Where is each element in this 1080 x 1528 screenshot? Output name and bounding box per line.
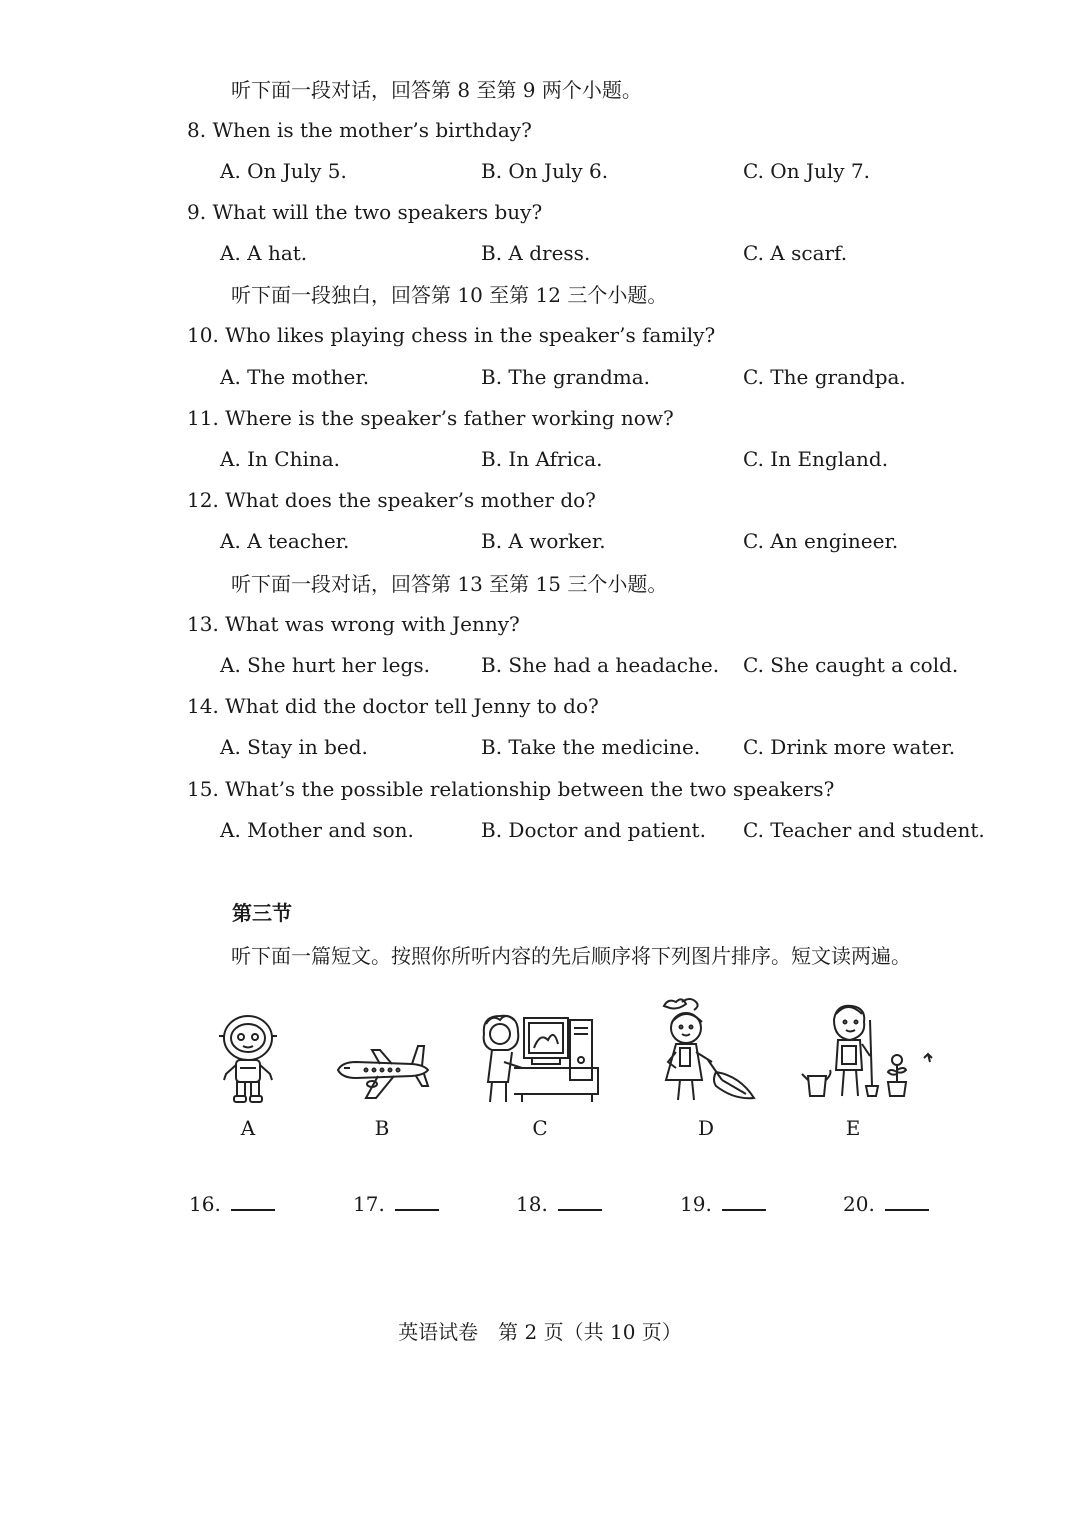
- option-12c: C. An engineer.: [743, 529, 899, 553]
- blank-line-19[interactable]: [722, 1191, 766, 1211]
- dialog-instruction-13-15: 听下面一段对话，回答第 13 至第 15 三个小题。: [231, 572, 668, 596]
- picture-label-c: C: [532, 1116, 548, 1140]
- blank-number-20: 20.: [843, 1192, 875, 1216]
- blank-number-16: 16.: [189, 1192, 221, 1216]
- section-3-title: 第三节: [232, 901, 292, 925]
- answer-blank-16[interactable]: [189, 1191, 275, 1216]
- blank-line-18[interactable]: [558, 1191, 602, 1211]
- answer-blank-20[interactable]: [843, 1191, 929, 1216]
- boy-computer-icon: [478, 1010, 602, 1106]
- option-10c: C. The grandpa.: [743, 365, 906, 389]
- question-11: 11. Where is the speaker’s father working now?: [187, 406, 674, 430]
- monologue-instruction-10-12: 听下面一段独白，回答第 10 至第 12 三个小题。: [231, 283, 668, 307]
- option-14a: A. Stay in bed.: [220, 735, 368, 759]
- answer-blank-17[interactable]: [353, 1191, 439, 1216]
- option-12b: B. A worker.: [481, 529, 606, 553]
- blank-line-20[interactable]: [885, 1191, 929, 1211]
- option-8c: C. On July 7.: [743, 159, 870, 183]
- option-14b: B. Take the medicine.: [481, 735, 701, 759]
- dialog-instruction-8-9: 听下面一段对话，回答第 8 至第 9 两个小题。: [231, 78, 642, 102]
- option-15a: A. Mother and son.: [220, 818, 414, 842]
- boy-gardening-icon: [800, 1000, 940, 1104]
- picture-label-b: B: [374, 1116, 390, 1140]
- option-13a: A. She hurt her legs.: [220, 653, 430, 677]
- blank-line-17[interactable]: [395, 1191, 439, 1211]
- blank-number-17: 17.: [353, 1192, 385, 1216]
- option-8a: A. On July 5.: [220, 159, 347, 183]
- blank-number-18: 18.: [516, 1192, 548, 1216]
- option-15b: B. Doctor and patient.: [481, 818, 706, 842]
- question-13: 13. What was wrong with Jenny?: [187, 612, 520, 636]
- question-14: 14. What did the doctor tell Jenny to do?: [187, 694, 599, 718]
- answer-blank-19[interactable]: [680, 1191, 766, 1216]
- option-10a: A. The mother.: [220, 365, 370, 389]
- airplane-icon: [332, 1040, 432, 1104]
- question-8: 8. When is the mother’s birthday?: [187, 118, 532, 142]
- picture-label-a: A: [240, 1116, 256, 1140]
- option-9a: A. A hat.: [220, 241, 308, 265]
- picture-label-e: E: [845, 1116, 861, 1140]
- picture-label-d: D: [697, 1116, 715, 1140]
- option-15c: C. Teacher and student.: [743, 818, 985, 842]
- option-11c: C. In England.: [743, 447, 889, 471]
- question-15: 15. What’s the possible relationship between the two speakers?: [187, 777, 835, 801]
- option-10b: B. The grandma.: [481, 365, 651, 389]
- option-11a: A. In China.: [220, 447, 341, 471]
- robot-icon: [210, 1010, 286, 1106]
- option-12a: A. A teacher.: [220, 529, 350, 553]
- option-9c: C. A scarf.: [743, 241, 848, 265]
- option-9b: B. A dress.: [481, 241, 591, 265]
- option-11b: B. In Africa.: [481, 447, 603, 471]
- option-8b: B. On July 6.: [481, 159, 609, 183]
- section-3-instruction: 听下面一篇短文。按照你所听内容的先后顺序将下列图片排序。短文读两遍。: [231, 944, 911, 968]
- question-10: 10. Who likes playing chess in the speaker’s family?: [187, 323, 716, 347]
- girl-sweeping-icon: [656, 996, 760, 1106]
- blank-line-16[interactable]: [231, 1191, 275, 1211]
- option-14c: C. Drink more water.: [743, 735, 956, 759]
- page-footer: 英语试卷 第 2 页（共 10 页）: [398, 1320, 682, 1344]
- question-9: 9. What will the two speakers buy?: [187, 200, 543, 224]
- question-12: 12. What does the speaker’s mother do?: [187, 488, 596, 512]
- answer-blank-18[interactable]: [516, 1191, 602, 1216]
- option-13c: C. She caught a cold.: [743, 653, 959, 677]
- option-13b: B. She had a headache.: [481, 653, 720, 677]
- blank-number-19: 19.: [680, 1192, 712, 1216]
